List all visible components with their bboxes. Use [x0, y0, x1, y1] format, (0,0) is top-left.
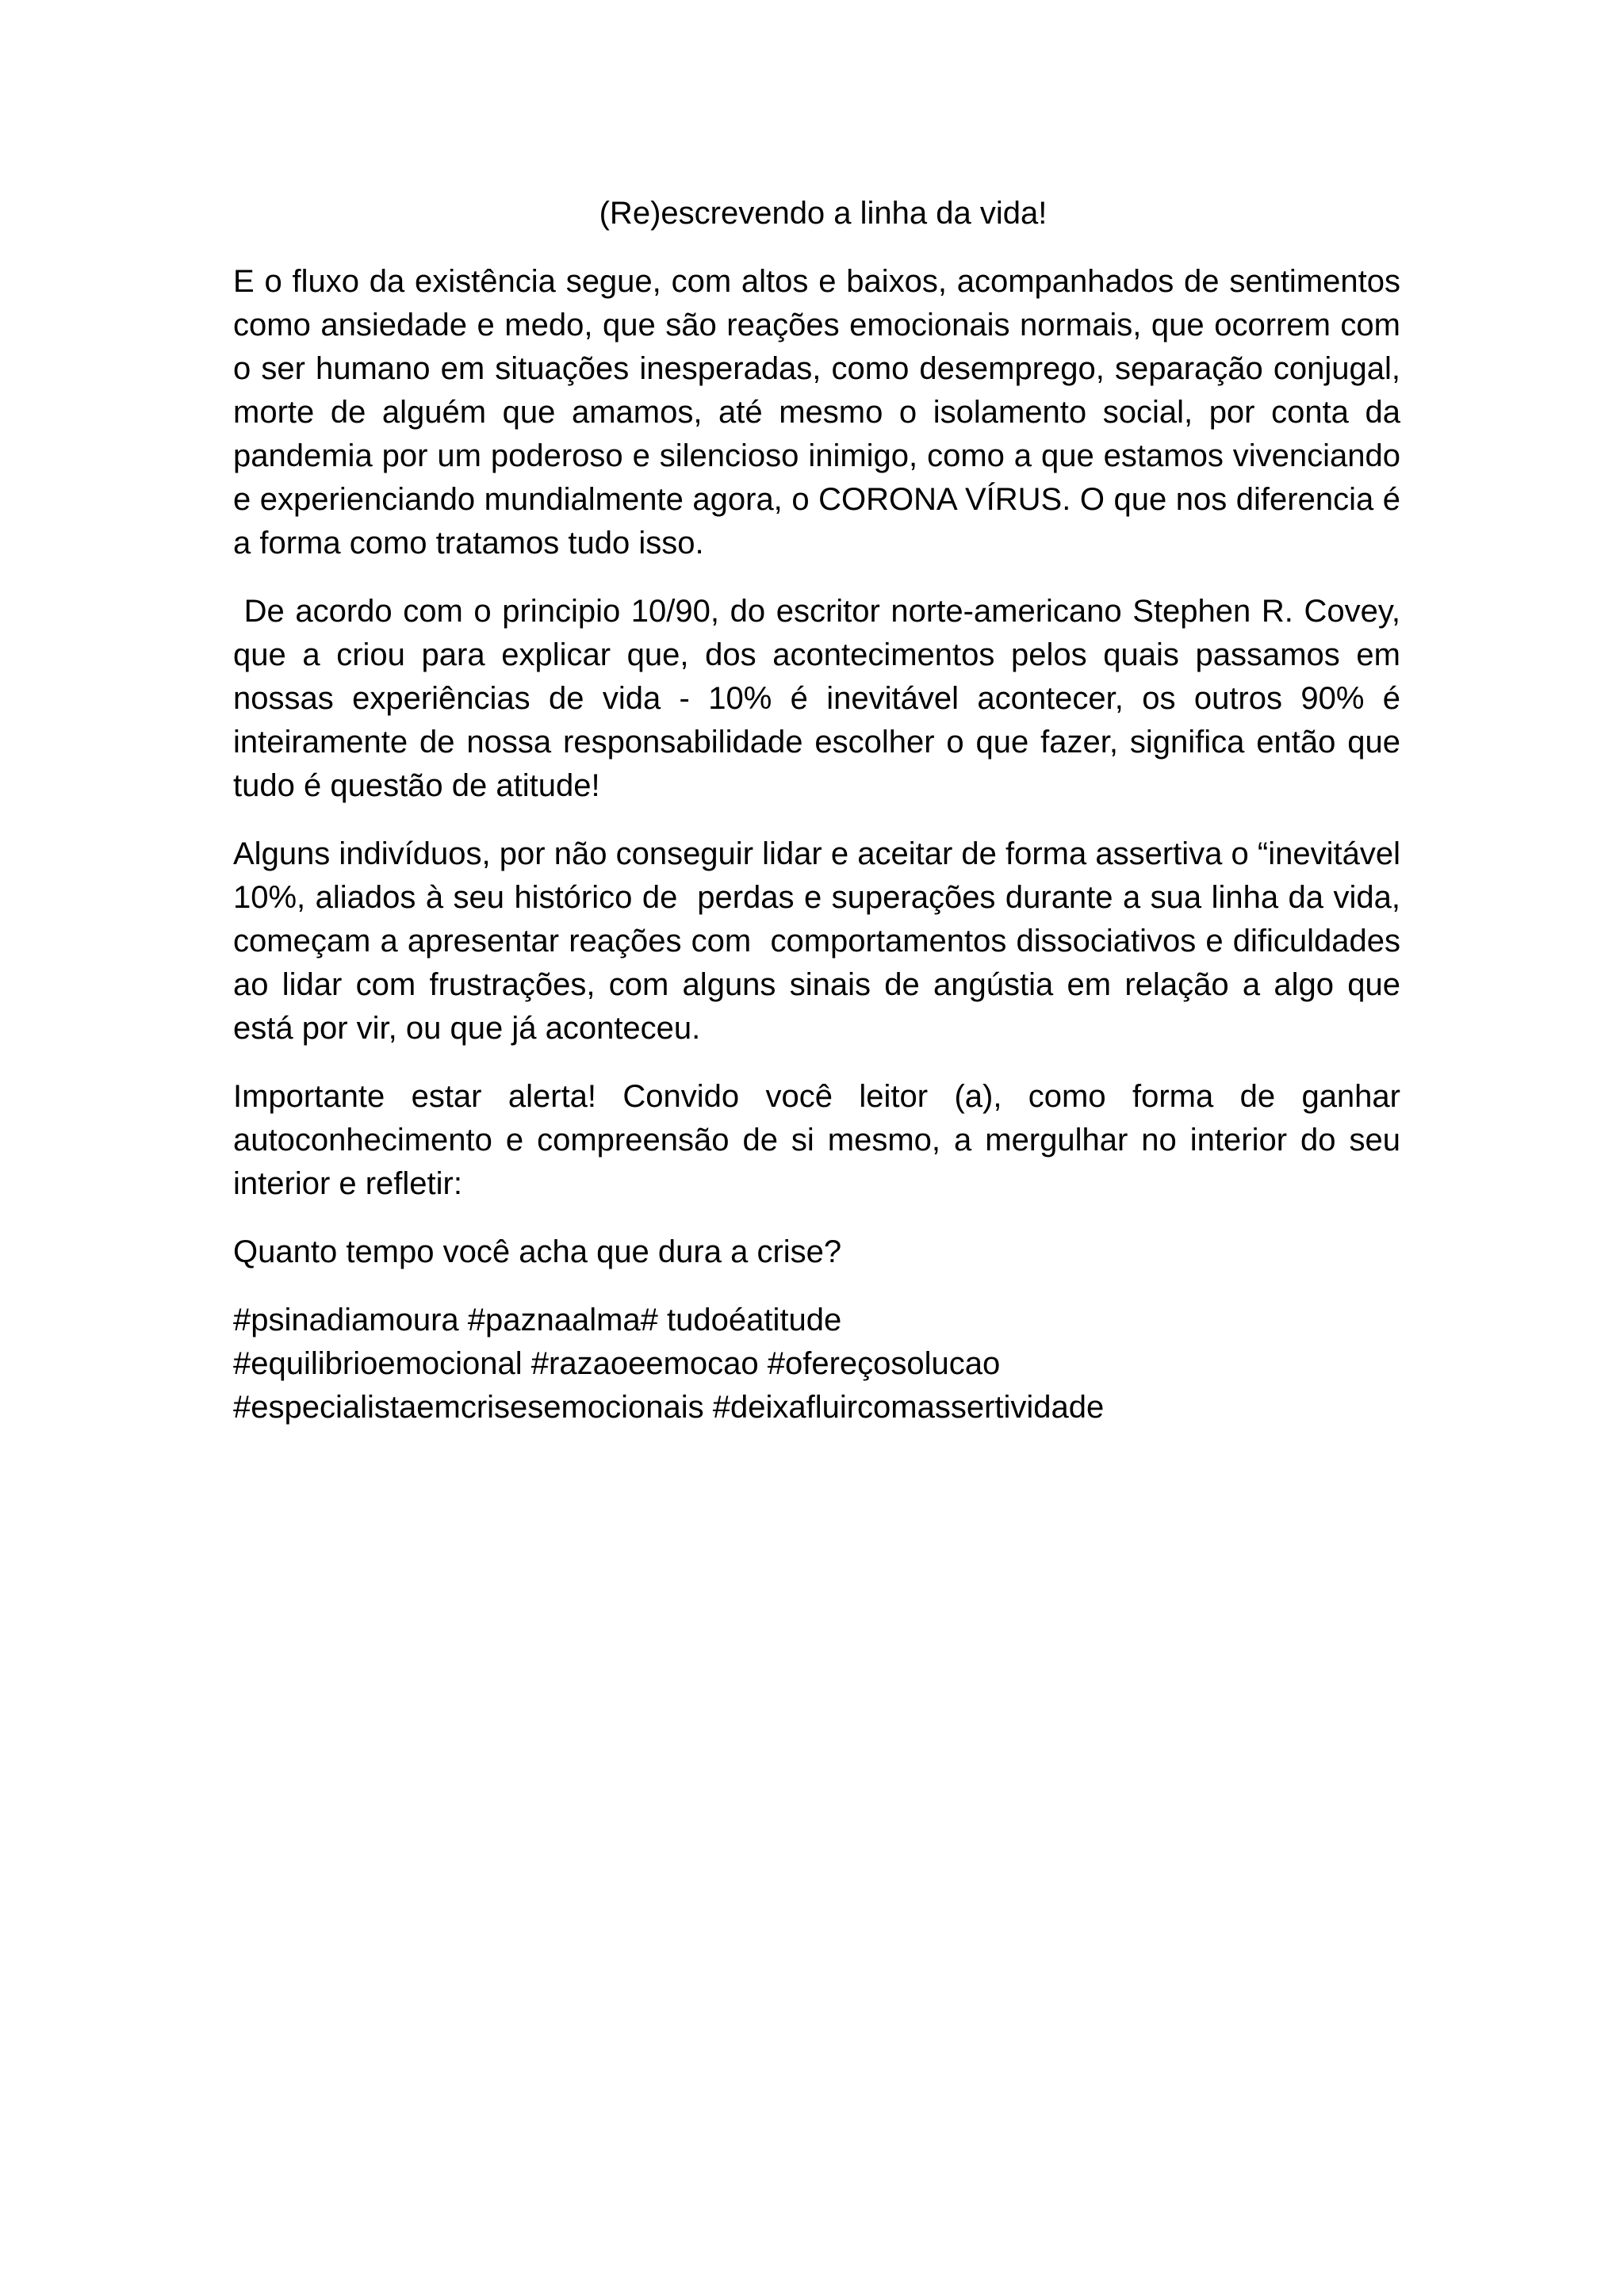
hashtag-list [233, 1299, 1400, 1429]
hashtag-line: #equilibrioemocional #razaoeemocao #ofereçosolucao [233, 1346, 1001, 1381]
hashtag-line: #especialistaemcrisesemocionais #deixafluircomassertividade [233, 1390, 1105, 1425]
document-body [233, 192, 1419, 1429]
paragraph-invitation: Importante estar alerta! Convido você leitor (a), como forma de ganhar autoconhecimento e compreensão de si mesmo, a mergulhar no interior do seu interior e refletir: [233, 1079, 1400, 1201]
paragraph-intro: E o fluxo da existência segue, com altos e baixos, acompanhados de sentimentos como ansiedade e medo, que são reações emocionais normais, que ocorrem com o ser humano em situações inesperadas, como desemprego, separação conjugal, morte de alguém que amamos, até mesmo o isolamento social, por conta da pandemia por um poderoso e silencioso inimigo, como a que estamos vivenciando e experienciando mundialmente agora, o CORONA VÍRUS. O que nos diferencia é a forma como tratamos tudo isso. [233, 264, 1400, 561]
paragraph-principle-10-90: De acordo com o principio 10/90, do escritor norte-americano Stephen R. Covey, que a criou para explicar que, dos acontecimentos pelos quais passamos em nossas experiências de vida - 10% é inevitável acontecer, os outros 90% é inteiramente de nossa responsabilidade escolher o que fazer, significa então que tudo é questão de atitude! [233, 594, 1410, 803]
paragraph-question: Quanto tempo você acha que dura a crise? [233, 1234, 842, 1269]
paragraph-individuals: Alguns indivíduos, por não conseguir lidar e aceitar de forma assertiva o “inevitável 10%, aliados à seu histórico de perdas e superações durante a sua linha da vida, começam a apresentar reações com comportamentos dissociativos e dificuldades ao lidar com frustrações, com alguns sinais de angústia em relação a algo que está por vir, ou que já aconteceu. [233, 836, 1419, 1046]
page-title: (Re)escrevendo a linha da vida! [599, 196, 1048, 231]
hashtag-line: #psinadiamoura #paznaalma# tudoéatitude [233, 1303, 842, 1337]
